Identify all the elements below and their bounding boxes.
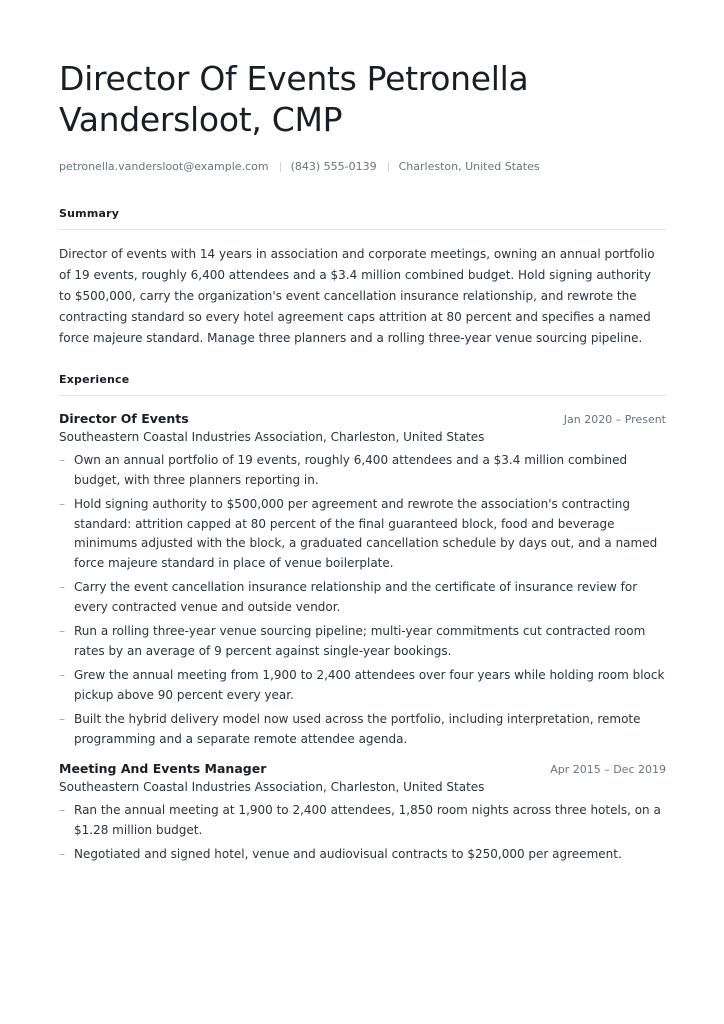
contact-location: Charleston, United States [398,160,540,173]
dash-icon: – [59,453,65,467]
summary-section [59,207,666,349]
list-item [59,495,666,573]
dash-icon: – [59,712,65,726]
list-item [59,451,666,490]
job-entry [59,761,666,865]
list-item [59,801,666,840]
job-header [59,761,666,776]
job-title: Director Of Events [59,411,189,426]
bullet-text: Hold signing authority to $500,000 per agreement and rewrote the association's contracting standard: attrition capped at 80 percent of the final guaranteed block, food and beverage minimums adjusted with the block, a graduated cancellation schedule by days out, and a named force majeure standard in place of venue boilerplate. [74,497,658,570]
experience-heading: Experience [59,373,130,386]
dash-icon: – [59,497,65,511]
job-entry [59,411,666,749]
bullet-text: Ran the annual meeting at 1,900 to 2,400 attendees, 1,850 room nights across three hotels, on a $1.28 million budget. [74,803,661,837]
bullet-text: Grew the annual meeting from 1,900 to 2,400 attendees over four years while holding room block pickup above 90 percent every year. [74,668,665,702]
job-bullet-list [59,451,666,749]
dash-icon: – [59,580,65,594]
job-bullet-list [59,801,666,865]
contact-separator [388,162,389,172]
job-organization: Southeastern Coastal Industries Association, Charleston, United States [59,780,485,794]
list-item [59,666,666,705]
dash-icon: – [59,624,65,638]
section-divider [59,229,666,230]
section-divider [59,395,666,396]
job-title: Meeting And Events Manager [59,761,267,776]
name-line-1: Director Of Events Petronella [59,59,529,98]
bullet-text: Own an annual portfolio of 19 events, roughly 6,400 attendees and a $3.4 million combined budget, with three planners reporting in. [74,453,628,487]
list-item [59,710,666,749]
bullet-text: Negotiated and signed hotel, venue and audiovisual contracts to $250,000 per agreement. [74,847,622,861]
job-header [59,411,666,426]
job-dates: Jan 2020 – Present [563,413,666,426]
name-line-2: Vandersloot, CMP [59,100,343,139]
summary-text: Director of events with 14 years in association and corporate meetings, owning an annual portfolio of 19 events, roughly 6,400 attendees and a $3.4 million combined budget. Hold signing authority to $500,000, carry the organization's event cancellation insurance relationship, and rewrote the contracting standard so every hotel agreement caps attrition at 80 percent and specifies a named force majeure standard. Manage three planners and a rolling three-year venue sourcing pipeline. [59,247,655,345]
bullet-text: Built the hybrid delivery model now used across the portfolio, including interpretation, remote programming and a separate remote attendee agenda. [74,712,641,746]
experience-section [59,373,666,865]
bullet-text: Carry the event cancellation insurance relationship and the certificate of insurance review for every contracted venue and outside vendor. [74,580,638,614]
dash-icon: – [59,803,65,817]
bullet-text: Run a rolling three-year venue sourcing pipeline; multi-year commitments cut contracted room rates by an average of 9 percent against single-year bookings. [74,624,646,658]
job-dates: Apr 2015 – Dec 2019 [550,763,666,776]
dash-icon: – [59,847,65,861]
contact-bar [59,160,666,174]
resume-name-heading [59,58,666,140]
list-item [59,845,666,865]
list-item [59,622,666,661]
dash-icon: – [59,668,65,682]
contact-email: petronella.vandersloot@example.com [59,160,269,173]
contact-separator [280,162,281,172]
summary-heading: Summary [59,207,120,220]
resume-page [59,58,666,870]
list-item [59,578,666,617]
contact-phone: (843) 555-0139 [290,160,377,173]
job-organization: Southeastern Coastal Industries Association, Charleston, United States [59,430,485,444]
